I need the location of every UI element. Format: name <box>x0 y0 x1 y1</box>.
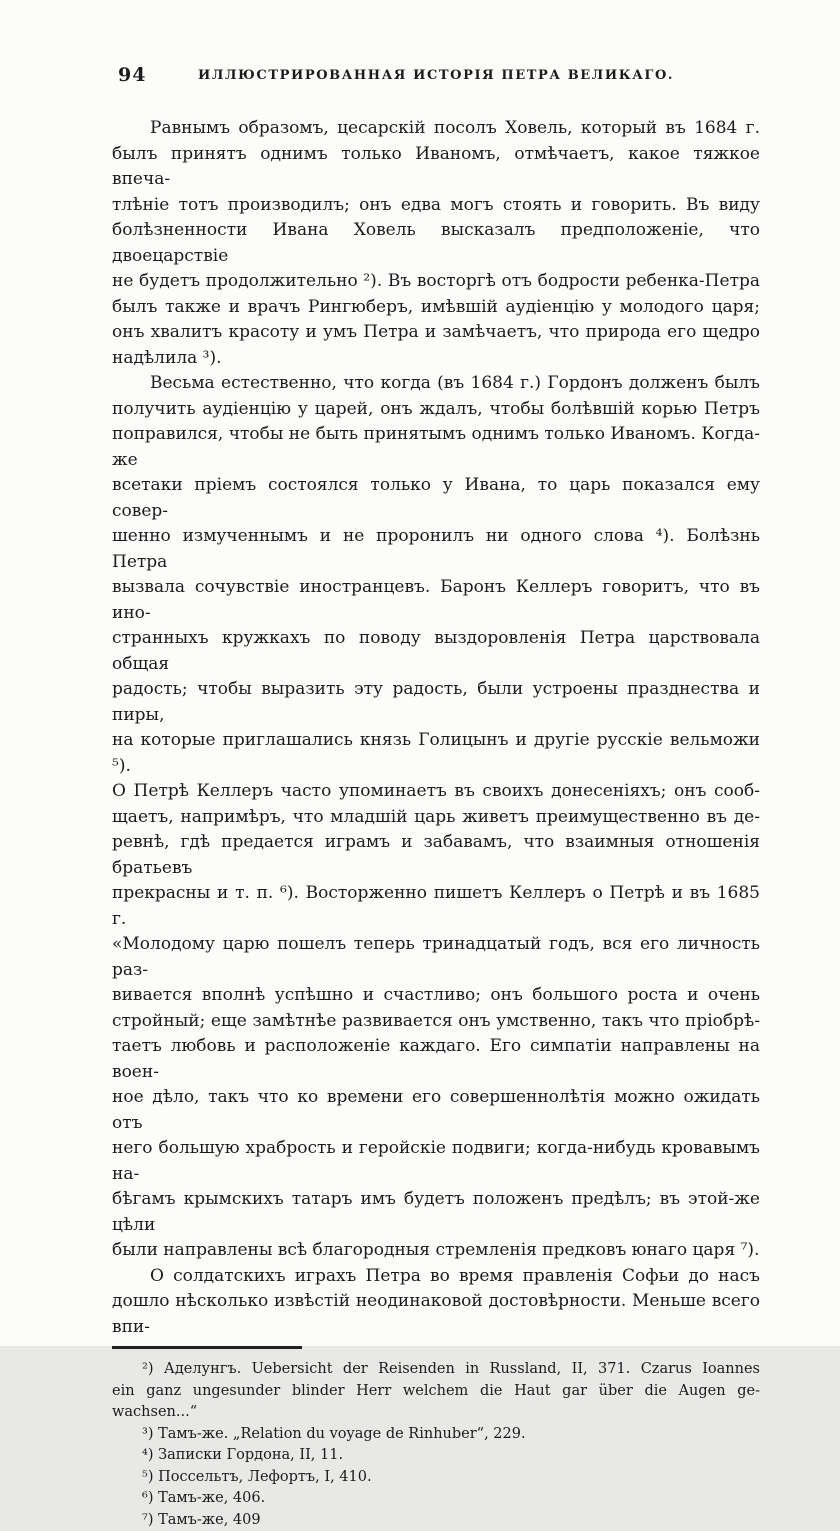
body-line: О Петрѣ Келлеръ часто упоминаетъ въ своихъ донесеніяхъ; онъ сооб- <box>112 779 760 805</box>
paragraph <box>112 1264 760 1341</box>
paragraph <box>112 1359 760 1424</box>
footnote-line: ⁷) Тамъ-же, 409 <box>112 1510 760 1531</box>
body-line: дошло нѣсколько извѣстій неодинаковой достовѣрности. Меньше всего впи- <box>112 1289 760 1340</box>
body-text <box>112 116 760 1340</box>
paragraph <box>112 1467 760 1489</box>
footnote-line: ⁴) Записки Гордона, II, 11. <box>112 1445 760 1467</box>
body-line: получить аудіенцію у царей, онъ ждалъ, чтобы болѣвшій корью Петръ <box>112 397 760 423</box>
body-line: ное дѣло, такъ что ко времени его совершеннолѣтія можно ожидать отъ <box>112 1085 760 1136</box>
body-line: прекрасны и т. п. ⁶). Восторженно пишетъ Келлеръ о Петрѣ и въ 1685 г. <box>112 881 760 932</box>
body-line: былъ также и врачъ Рингюберъ, имѣвшій аудіенцію у молодого царя; <box>112 295 760 321</box>
body-line: щаетъ, напримѣръ, что младшій царь живетъ преимущественно въ де- <box>112 805 760 831</box>
body-line: Равнымъ образомъ, цесарскій посолъ Ховель, который въ 1684 г. <box>112 116 760 142</box>
footnote-line: ³) Тамъ-же. „Relation du voyage de Rinhuber“, 229. <box>112 1424 760 1446</box>
page-number: 94 <box>118 64 146 86</box>
body-line: него большую храбрость и геройскіе подвиги; когда-нибудь кровавымъ на- <box>112 1136 760 1187</box>
body-line: Весьма естественно, что когда (въ 1684 г.) Гордонъ долженъ былъ <box>112 371 760 397</box>
body-line: онъ хвалитъ красоту и умъ Петра и замѣчаетъ, что природа его щедро <box>112 320 760 346</box>
body-line: болѣзненности Ивана Ховель высказалъ предположеніе, что двоецарствіе <box>112 218 760 269</box>
paragraph <box>112 1488 760 1510</box>
body-line: таетъ любовь и расположеніе каждаго. Его симпатіи направлены на воен- <box>112 1034 760 1085</box>
body-line: радость; чтобы выразить эту радость, были устроены празднества и пиры, <box>112 677 760 728</box>
paragraph <box>112 1445 760 1467</box>
body-line: тлѣніе тотъ производилъ; онъ едва могъ стоять и говорить. Въ виду <box>112 193 760 219</box>
body-line: всетаки пріемъ состоялся только у Ивана, то царь показался ему совер- <box>112 473 760 524</box>
paragraph <box>112 1510 760 1531</box>
body-line: надѣлила ³). <box>112 346 760 372</box>
paragraph <box>112 116 760 371</box>
running-title: ИЛЛЮСТРИРОВАННАЯ ИСТОРІЯ ПЕТРА ВЕЛИКАГО. <box>112 64 760 83</box>
footnote-line: wachsen...“ <box>112 1402 760 1424</box>
footnote-separator <box>112 1346 302 1349</box>
body-line: шенно измученнымъ и не проронилъ ни одного слова ⁴). Болѣзнь Петра <box>112 524 760 575</box>
footnote-line: ²) Аделунгъ. Uebersicht der Reisenden in Russland, II, 371. Czarus Ioannes <box>112 1359 760 1381</box>
page-header <box>112 64 760 86</box>
body-line: «Молодому царю пошелъ теперь тринадцатый годъ, вся его личность раз- <box>112 932 760 983</box>
body-line: не будетъ продолжительно ²). Въ восторгѣ отъ бодрости ребенка-Петра <box>112 269 760 295</box>
body-line: на которые приглашались князь Голицынъ и другіе русскіе вельможи ⁵). <box>112 728 760 779</box>
body-line: стройный; еще замѣтнѣе развивается онъ умственно, такъ что пріобрѣ- <box>112 1009 760 1035</box>
paragraph <box>112 371 760 1264</box>
body-line: вивается вполнѣ успѣшно и счастливо; онъ большого роста и очень <box>112 983 760 1009</box>
footnote-line: ⁵) Поссельтъ, Лефортъ, I, 410. <box>112 1467 760 1489</box>
body-line: былъ принятъ однимъ только Иваномъ, отмѣчаетъ, какое тяжкое впеча- <box>112 142 760 193</box>
paragraph <box>112 1424 760 1446</box>
footnotes <box>112 1359 760 1531</box>
body-line: поправился, чтобы не быть принятымъ однимъ только Иваномъ. Когда-же <box>112 422 760 473</box>
body-line: ревнѣ, гдѣ предается играмъ и забавамъ, что взаимныя отношенія братьевъ <box>112 830 760 881</box>
body-line: вызвала сочувствіе иностранцевъ. Баронъ Келлеръ говоритъ, что въ ино- <box>112 575 760 626</box>
body-line: О солдатскихъ играхъ Петра во время правленія Софьи до насъ <box>112 1264 760 1290</box>
footnote-line: ⁶) Тамъ-же, 406. <box>112 1488 760 1510</box>
body-line: были направлены всѣ благородныя стремленія предковъ юнаго царя ⁷). <box>112 1238 760 1264</box>
body-line: бѣгамъ крымскихъ татаръ имъ будетъ положенъ предѣлъ; въ этой-же цѣли <box>112 1187 760 1238</box>
footnote-line: ein ganz ungesunder blinder Herr welchem die Haut gar über die Augen ge- <box>112 1381 760 1403</box>
body-line: странныхъ кружкахъ по поводу выздоровленія Петра царствовала общая <box>112 626 760 677</box>
